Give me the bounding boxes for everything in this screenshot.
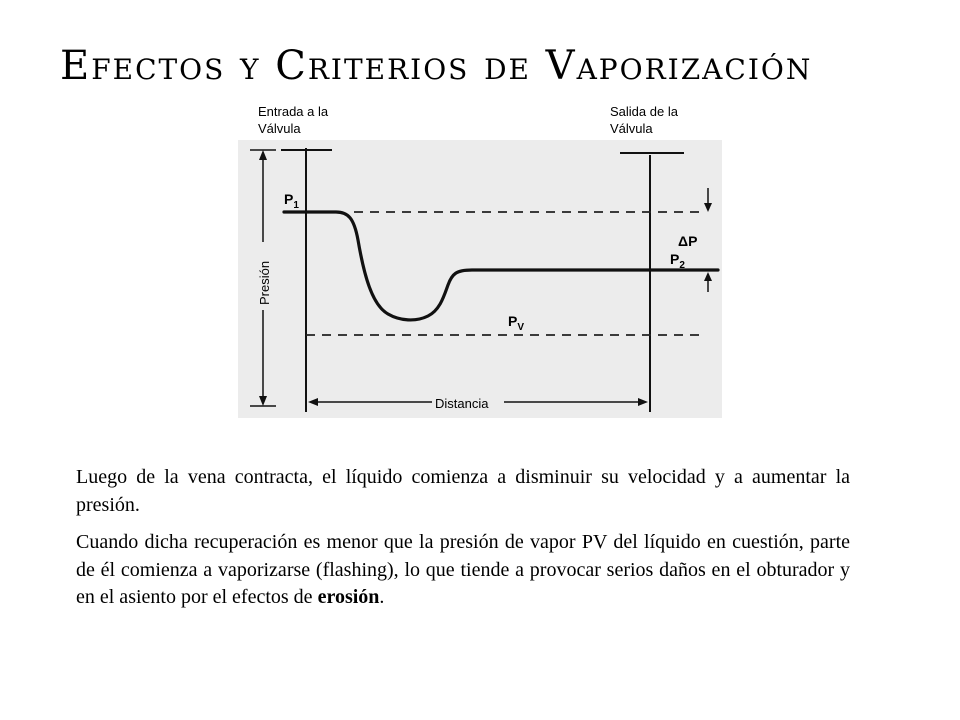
distance-axis-label: Distancia: [435, 396, 489, 411]
erosion-emphasis: erosión: [317, 586, 380, 609]
slide-title: Efectos y Criterios de Vaporización: [60, 43, 813, 89]
pressure-axis-label: Presión: [257, 260, 272, 305]
p2-symbol: P: [670, 251, 680, 267]
body-paragraph-2-text: Cuando dicha recuperación es menor que la presión de vapor PV del líquido en cuestión, parte de él comienza a vaporizarse (flashing), lo que tiende a provocar serios daños en el obturador y en el asiento por el efectos de: [76, 531, 850, 609]
p2-subscript: 2: [679, 260, 685, 271]
body-text: [76, 464, 850, 622]
pv-subscript: V: [517, 322, 525, 333]
p1-symbol: P: [284, 191, 294, 207]
inlet-label-line2: Válvula: [258, 121, 301, 136]
outlet-label-line2: Válvula: [610, 121, 653, 136]
body-paragraph-2: [76, 529, 850, 612]
outlet-label-line1: Salida de la: [610, 104, 678, 119]
diagram-svg: [236, 100, 726, 420]
pv-symbol: P: [508, 313, 518, 329]
inlet-label-line1: Entrada a la: [258, 104, 329, 119]
p1-subscript: 1: [293, 200, 299, 211]
body-paragraph-2-end: .: [379, 586, 385, 609]
pressure-profile-diagram: [236, 100, 726, 420]
body-paragraph-1: Luego de la vena contracta, el líquido comienza a disminuir su velocidad y a aumentar la presión.: [76, 466, 850, 516]
delta-p-label: ΔP: [678, 233, 698, 249]
